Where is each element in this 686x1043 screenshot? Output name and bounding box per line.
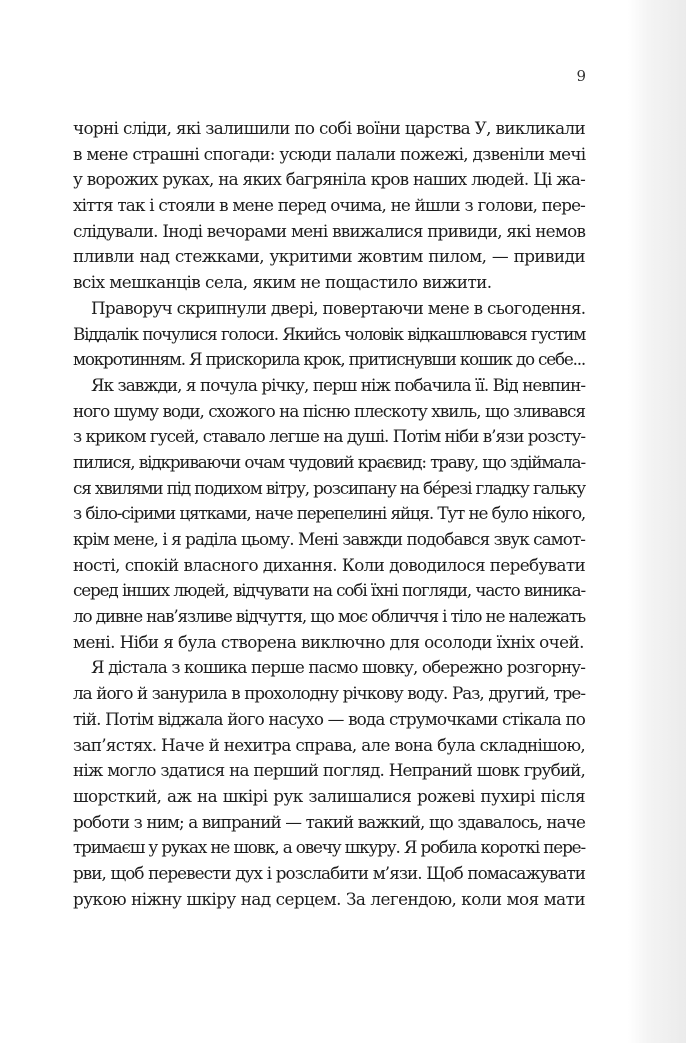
text-line: Праворуч скрипнули двері, повертаючи мене в сьогодення. xyxy=(91,297,586,318)
text-line: ла його й занурила в прохолодну річкову воду. Раз, другий, тре- xyxy=(73,683,585,704)
text-line: всіх мешканців села, яким не пощастило вижити. xyxy=(73,272,492,293)
text-line: рви, щоб перевести дух і розслабити м’язи. Щоб помасажувати xyxy=(73,862,585,883)
text-line: у ворожих руках, на яких багряніла кров наших людей. Ці жа- xyxy=(73,169,585,190)
text-line: Я дістала з кошика перше пасмо шовку, обережно розгорну- xyxy=(91,657,585,678)
text-line: серед інших людей, відчувати на собі їхні погляди, часто виника- xyxy=(73,580,585,601)
text-line: зап’ястях. Наче й нехитра справа, але вона була складнішою, xyxy=(73,734,585,755)
text-line: чорні сліди, які залишили по собі воїни царства У, викликали xyxy=(73,118,585,138)
text-line: в мене страшні спогади: усюди палали пожежі, дзвеніли мечі xyxy=(73,143,586,164)
body-text xyxy=(73,116,585,912)
text-line: слідували. Іноді вечорами мені ввижалися привиди, які немов xyxy=(73,220,586,241)
text-line: Як завжди, я почула річку, перш ніж побачила її. Від невпин- xyxy=(91,374,585,395)
text-line: ності, спокій власного дихання. Коли доводилося перебувати xyxy=(73,554,585,575)
text-line: рукою ніжну шкіру над серцем. За легендою, коли моя мати xyxy=(73,888,585,909)
page-number: 9 xyxy=(576,67,586,85)
text-line: хіття так і стояли в мене перед очима, не йшли з голови, пере- xyxy=(73,195,585,216)
text-line: ло дивне нав’язливе відчуття, що моє обличчя і тіло не належать xyxy=(73,606,585,627)
page-edge-shadow xyxy=(628,0,686,1043)
text-line: з криком гусей, ставало легше на душі. Потім ніби в’язи розсту- xyxy=(73,426,585,447)
text-line: ного шуму води, схожого на пісню плескоту хвиль, що зливався xyxy=(73,400,585,421)
text-line: тримаєш у руках не шовк, а овечу шкуру. Я робила короткі пере- xyxy=(73,837,585,858)
text-line: роботи з ним; а випраний — такий важкий, що здавалось, наче xyxy=(73,811,585,832)
text-line: мені. Ніби я була створена виключно для осолоди їхніх очей. xyxy=(73,631,584,652)
text-line: ся хвилями під подихом вітру, розсипану на бéрезі гладку гальку xyxy=(73,477,585,498)
text-line: ніж могло здатися на перший погляд. Непраний шовк грубий, xyxy=(73,760,585,781)
text-line: з біло-сірими цятками, наче перепелині яйця. Тут не було нікого, xyxy=(73,503,585,524)
text-line: мокротинням. Я прискорила крок, притиснувши кошик до себе... xyxy=(73,349,585,370)
text-line: пилися, відкриваючи очам чудовий краєвид: траву, що здіймала- xyxy=(73,451,585,472)
text-line: шорсткий, аж на шкірі рук залишалися рожеві пухирі після xyxy=(73,785,585,806)
text-line: пливли над стежками, укритими жовтим пилом, — привиди xyxy=(73,246,585,267)
text-line: Віддалік почулися голоси. Якийсь чоловік відкашлювався густим xyxy=(73,323,585,344)
text-line: крім мене, і я раділа цьому. Мені завжди подобався звук самот- xyxy=(73,529,585,549)
text-line: тій. Потім віджала його насухо — вода струмочками стікала по xyxy=(73,708,585,729)
